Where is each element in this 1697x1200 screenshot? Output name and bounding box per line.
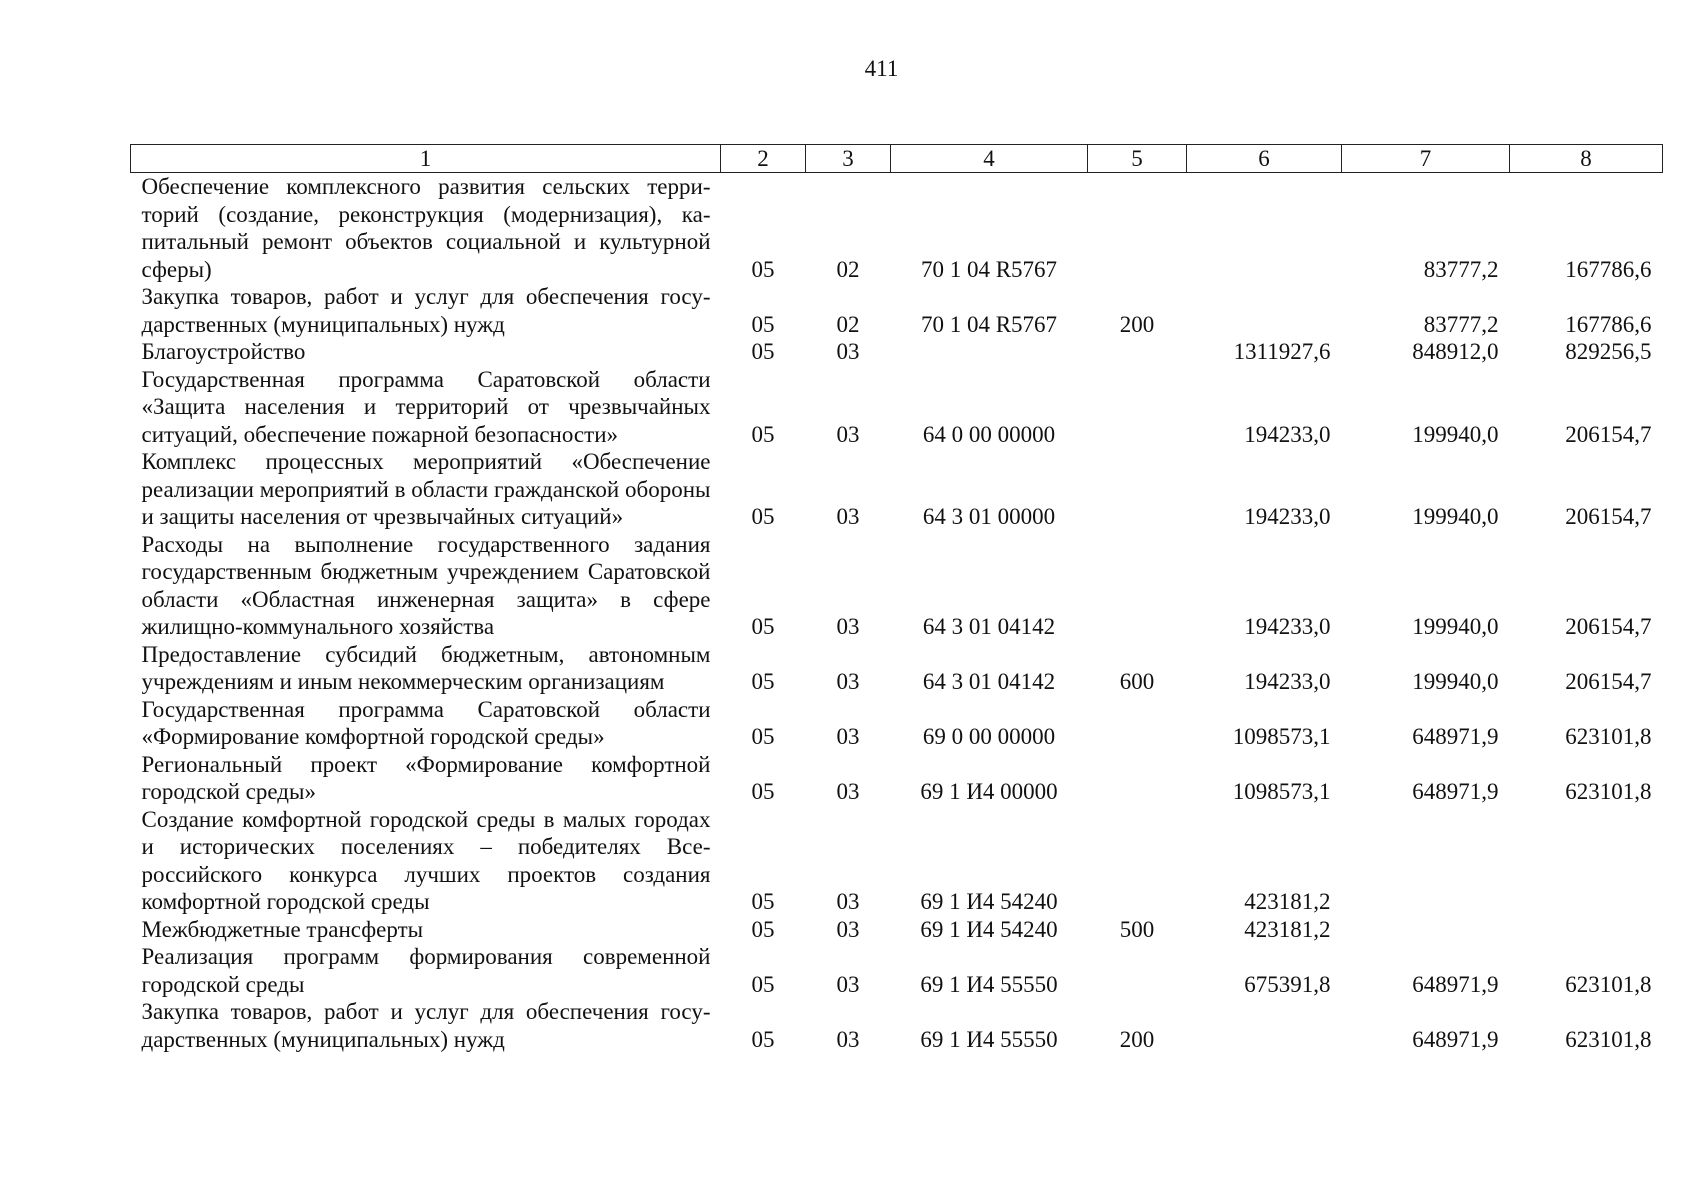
subsection-code-cell: 02	[836, 311, 860, 337]
expense-name-cell: Региональный проект «Формирование комфортной городской среды»	[141, 751, 711, 804]
section-code-cell: 05	[751, 971, 775, 997]
target-article-cell: 70 1 04 R5767	[920, 311, 1058, 337]
amount-col8-cell: 206154,7	[1565, 421, 1652, 447]
expense-name-cell: Комплекс процессных мероприятий «Обеспечение реализации мероприятий в области гражданской обороны и защиты населения от чрезвычайных ситуаций»	[141, 449, 711, 529]
column-header: 1	[131, 145, 721, 173]
amount-col6-cell: 675391,8	[1244, 971, 1331, 997]
target-article-cell: 69 1 И4 55550	[920, 971, 1058, 997]
expense-name-cell: Закупка товаров, работ и услуг для обеспечения государственных (муниципальных) нужд	[141, 284, 711, 337]
amount-col7-cell	[1342, 916, 1510, 944]
amount-col8-cell: 167786,6	[1565, 256, 1652, 282]
amount-col7-cell: 648971,9	[1412, 971, 1499, 997]
expense-type-cell	[1088, 338, 1187, 366]
amount-col8-cell: 623101,8	[1565, 971, 1652, 997]
target-article-cell: 64 3 01 04142	[922, 669, 1056, 694]
expense-type-cell: 500	[1119, 916, 1155, 942]
page-number: 411	[864, 56, 899, 81]
table-body	[131, 173, 1663, 1054]
amount-col7-cell: 199940,0	[1412, 421, 1499, 447]
section-code-cell: 05	[751, 779, 775, 804]
section-code-cell: 05	[751, 256, 775, 282]
amount-col8-cell: 167786,6	[1565, 311, 1652, 337]
expense-name-cell: Расходы на выполнение государственного задания государственным бюджетным учреждением Саратовской области «Областная инженерная защита» в сфере жилищно-коммунального хозяйства	[141, 531, 711, 639]
table-row	[131, 806, 1663, 916]
subsection-code-cell: 03	[836, 889, 860, 914]
subsection-code-cell: 03	[836, 971, 860, 997]
column-header: 5	[1088, 145, 1187, 173]
table-row	[131, 448, 1663, 531]
expense-name-cell: Благоустройство	[141, 339, 306, 364]
subsection-code-cell: 03	[836, 614, 860, 639]
amount-col6-cell: 1311927,6	[1233, 339, 1331, 364]
section-code-cell: 05	[751, 614, 775, 639]
target-article-cell: 64 0 00 00000	[922, 421, 1056, 447]
amount-col6-cell: 423181,2	[1244, 889, 1331, 914]
amount-col7-cell: 648971,9	[1412, 724, 1499, 749]
column-header: 2	[721, 145, 806, 173]
amount-col7-cell: 648971,9	[1412, 779, 1499, 804]
target-article-cell: 64 3 01 00000	[922, 504, 1056, 529]
column-header: 4	[891, 145, 1088, 173]
column-header: 3	[806, 145, 891, 173]
expense-name-cell: Закупка товаров, работ и услуг для обеспечения государственных (муниципальных) нужд	[141, 999, 711, 1052]
expense-name-cell: Государственная программа Саратовской области «Формирование комфортной городской среды»	[141, 696, 711, 749]
subsection-code-cell: 03	[836, 339, 860, 364]
table-row	[131, 531, 1663, 641]
amount-col7-cell: 848912,0	[1412, 339, 1499, 364]
section-code-cell: 05	[751, 1026, 775, 1052]
column-header: 7	[1342, 145, 1510, 173]
table-row	[131, 338, 1663, 366]
expense-type-cell: 200	[1119, 311, 1155, 337]
column-header: 8	[1510, 145, 1663, 173]
amount-col6-cell: 1098573,1	[1232, 724, 1331, 749]
target-article-cell: 69 1 И4 54240	[920, 889, 1058, 914]
target-article-cell: 70 1 04 R5767	[920, 256, 1058, 282]
expense-type-cell: 200	[1119, 1026, 1155, 1052]
expense-type-cell	[1088, 943, 1187, 998]
amount-col8-cell: 206154,7	[1565, 504, 1652, 529]
expense-type-cell	[1088, 173, 1187, 284]
subsection-code-cell: 03	[836, 779, 860, 804]
section-code-cell: 05	[751, 889, 775, 914]
amount-col7-cell: 648971,9	[1412, 1026, 1499, 1052]
expense-name-cell: Создание комфортной городской среды в малых городах и исторических поселениях – победителях Всероссийского конкурса лучших проектов создания комфортной городской среды	[141, 806, 711, 914]
table-row	[131, 943, 1663, 998]
amount-col8-cell	[1510, 916, 1663, 944]
amount-col7-cell: 199940,0	[1412, 669, 1499, 694]
expense-name-cell: Предоставление субсидий бюджетным, автономным учреждениям и иным некоммерческим организациям	[141, 641, 711, 694]
table-row	[131, 696, 1663, 751]
amount-col6-cell	[1187, 998, 1342, 1053]
subsection-code-cell: 03	[836, 421, 860, 447]
expense-type-cell	[1088, 751, 1187, 806]
target-article-cell	[891, 338, 1088, 366]
amount-col8-cell: 206154,7	[1565, 669, 1652, 694]
amount-col8-cell: 206154,7	[1565, 614, 1652, 639]
expense-type-cell	[1088, 366, 1187, 449]
budget-table	[130, 144, 1663, 1053]
target-article-cell: 69 1 И4 54240	[920, 916, 1058, 942]
amount-col7-cell: 199940,0	[1412, 504, 1499, 529]
amount-col8-cell: 623101,8	[1565, 724, 1652, 749]
target-article-cell: 69 1 И4 55550	[920, 1026, 1058, 1052]
section-code-cell: 05	[751, 421, 775, 447]
section-code-cell: 05	[751, 669, 775, 694]
table-row	[131, 366, 1663, 449]
amount-col6-cell: 194233,0	[1244, 421, 1331, 447]
table-row	[131, 916, 1663, 944]
amount-col8-cell	[1510, 806, 1663, 916]
target-article-cell: 69 0 00 00000	[922, 724, 1056, 749]
expense-type-cell	[1088, 448, 1187, 531]
amount-col8-cell: 623101,8	[1565, 1026, 1652, 1052]
amount-col6-cell: 423181,2	[1244, 916, 1331, 942]
amount-col6-cell	[1187, 173, 1342, 284]
section-code-cell: 05	[751, 504, 775, 529]
table-row	[131, 173, 1663, 284]
subsection-code-cell: 03	[836, 1026, 860, 1052]
amount-col8-cell: 623101,8	[1565, 779, 1652, 804]
amount-col6-cell: 194233,0	[1244, 504, 1331, 529]
expense-name-cell: Межбюджетные трансферты	[141, 916, 424, 942]
target-article-cell: 69 1 И4 00000	[920, 779, 1058, 804]
subsection-code-cell: 03	[836, 724, 860, 749]
expense-type-cell	[1088, 696, 1187, 751]
expense-name-cell: Обеспечение комплексного развития сельских территорий (создание, реконструкция (модернизация), капитальный ремонт объектов социальной и культурной сферы)	[141, 174, 711, 282]
section-code-cell: 05	[751, 311, 775, 337]
amount-col7-cell: 199940,0	[1412, 614, 1499, 639]
expense-type-cell	[1088, 806, 1187, 916]
subsection-code-cell: 03	[836, 669, 860, 694]
amount-col7-cell	[1342, 806, 1510, 916]
table-row	[131, 283, 1663, 338]
expense-name-cell: Государственная программа Саратовской области «Защита населения и территорий от чрезвычайных ситуаций, обеспечение пожарной безопасности»	[141, 366, 711, 447]
subsection-code-cell: 03	[836, 916, 860, 942]
expense-type-cell	[1088, 531, 1187, 641]
amount-col7-cell: 83777,2	[1423, 256, 1499, 282]
target-article-cell: 64 3 01 04142	[922, 614, 1056, 639]
section-code-cell: 05	[751, 724, 775, 749]
subsection-code-cell: 02	[836, 256, 860, 282]
expense-name-cell: Реализация программ формирования современной городской среды	[141, 944, 711, 997]
amount-col6-cell: 194233,0	[1244, 669, 1331, 694]
amount-col8-cell: 829256,5	[1565, 339, 1652, 364]
amount-col7-cell: 83777,2	[1423, 311, 1499, 337]
table-row	[131, 751, 1663, 806]
amount-col6-cell	[1187, 283, 1342, 338]
expense-type-cell: 600	[1119, 669, 1155, 694]
section-code-cell: 05	[751, 339, 775, 364]
amount-col6-cell: 194233,0	[1244, 614, 1331, 639]
table-row	[131, 641, 1663, 696]
table-row	[131, 998, 1663, 1053]
subsection-code-cell: 03	[836, 504, 860, 529]
section-code-cell: 05	[751, 916, 775, 942]
column-number-header-row	[131, 145, 1663, 173]
column-header: 6	[1187, 145, 1342, 173]
amount-col6-cell: 1098573,1	[1232, 779, 1331, 804]
